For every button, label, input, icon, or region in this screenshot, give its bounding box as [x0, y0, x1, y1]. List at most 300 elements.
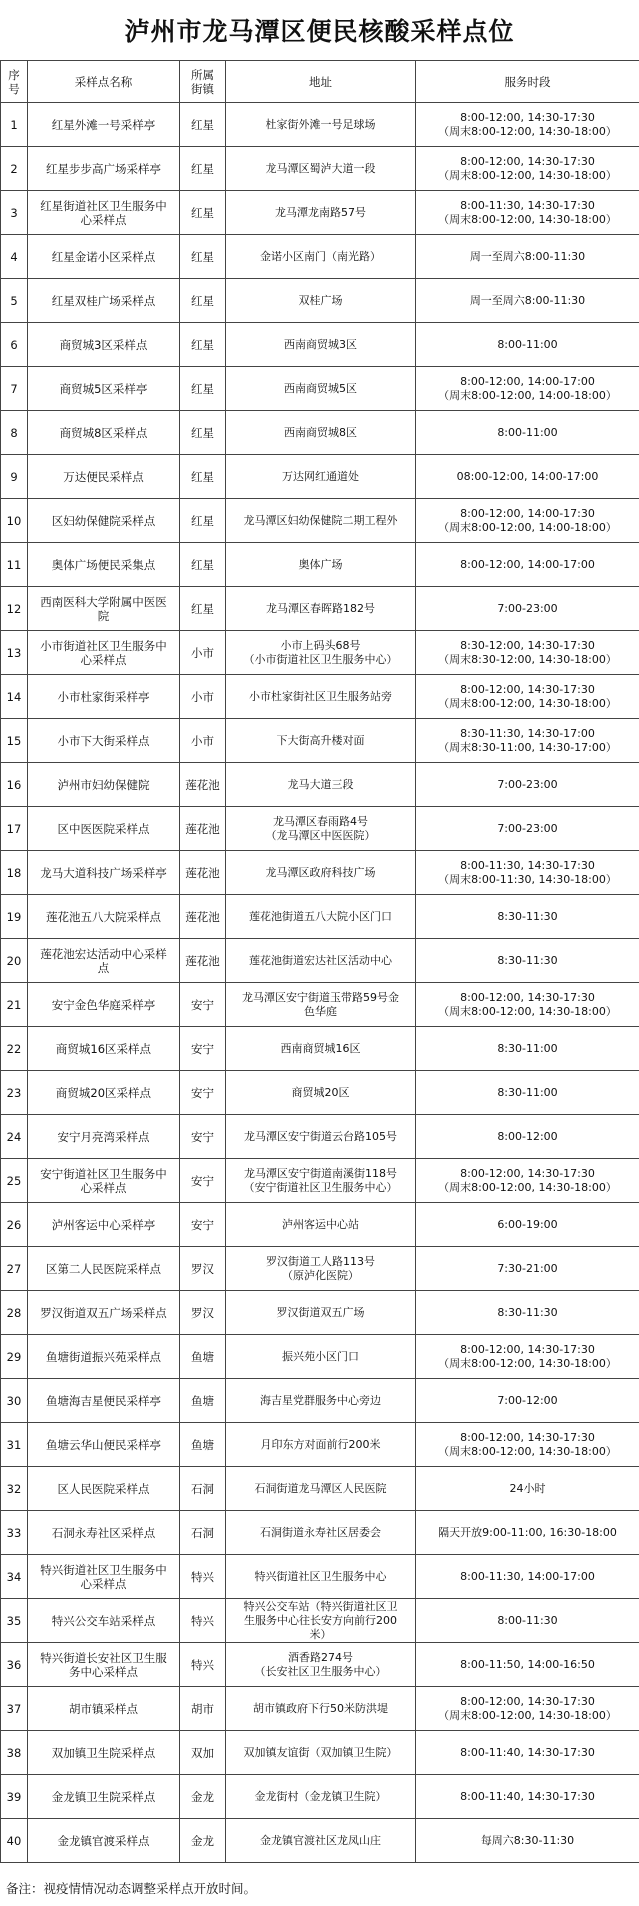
row-number: 22: [1, 1027, 28, 1071]
row-number: 26: [1, 1203, 28, 1247]
street-town: 红星: [180, 103, 226, 147]
service-hours: [416, 895, 639, 939]
hours-line: 7:00-23:00: [497, 821, 558, 835]
site-name-line: 特兴街道长安社区卫生服: [40, 1650, 167, 1665]
address-line: 西南商贸城8区: [284, 425, 357, 439]
site-name-line: 区人民医院采样点: [57, 1481, 150, 1496]
hours-line: 8:00-12:00, 14:30-17:30: [460, 1430, 595, 1444]
footnote: 备注：视疫情情况动态调整采样点开放时间。: [6, 1881, 257, 1896]
site-name: [28, 1203, 180, 1247]
site-name: [28, 543, 180, 587]
address-line: 龙马潭区安宁街道南溪街118号: [244, 1166, 397, 1180]
hours-line: （周末8:30-12:00, 14:30-18:00）: [438, 652, 617, 666]
site-name: [28, 1159, 180, 1203]
row-number: 1: [1, 103, 28, 147]
street-town: 红星: [180, 499, 226, 543]
hours-line: 8:00-11:30, 14:00-17:00: [460, 1569, 595, 1583]
table-row: [1, 191, 639, 235]
address-line: 龙马潭区蜀泸大道一段: [265, 161, 376, 175]
row-number: 32: [1, 1467, 28, 1511]
row-number: 31: [1, 1423, 28, 1467]
site-name-line: 区第二人民医院采样点: [46, 1261, 161, 1276]
service-hours: [416, 1599, 639, 1643]
site-name: [28, 1291, 180, 1335]
service-hours: [416, 455, 639, 499]
address: [226, 1731, 416, 1775]
service-hours: [416, 587, 639, 631]
hours-line: 8:30-11:00: [497, 1041, 558, 1055]
service-hours: [416, 719, 639, 763]
table-row: [1, 1203, 639, 1247]
address-line: 双加镇友谊街（双加镇卫生院）: [243, 1745, 398, 1759]
address-line: （原泸化医院）: [282, 1268, 359, 1282]
hours-line: 8:00-11:30, 14:30-17:30: [460, 858, 595, 872]
hours-line: 8:00-12:00, 14:30-17:30: [460, 1342, 595, 1356]
street-town: 石洞: [180, 1511, 226, 1555]
row-number: 30: [1, 1379, 28, 1423]
hours-line: 8:00-12:00, 14:30-17:30: [460, 990, 595, 1004]
address-line: 小市杜家街社区卫生服务站旁: [249, 689, 392, 703]
table-row: [1, 1511, 639, 1555]
site-name-line: 小市下大街采样点: [57, 733, 150, 748]
hours-line: 7:00-23:00: [497, 777, 558, 791]
site-name-line: 龙马大道科技广场采样亭: [40, 865, 167, 880]
table-row: [1, 587, 639, 631]
row-number: 6: [1, 323, 28, 367]
header-no: [1, 61, 28, 103]
site-name: [28, 235, 180, 279]
address: [226, 1555, 416, 1599]
row-number: 20: [1, 939, 28, 983]
site-name-line: 莲花池五八大院采样点: [46, 909, 161, 924]
hours-line: 周一至周六8:00-11:30: [469, 249, 586, 263]
site-name: [28, 367, 180, 411]
address: [226, 147, 416, 191]
row-number: 35: [1, 1599, 28, 1643]
street-town: 红星: [180, 587, 226, 631]
address: [226, 1687, 416, 1731]
address: [226, 1027, 416, 1071]
address: [226, 411, 416, 455]
address-line: 酒香路274号: [288, 1650, 353, 1664]
table-row: [1, 1335, 639, 1379]
site-name: [28, 895, 180, 939]
street-town: 莲花池: [180, 763, 226, 807]
service-hours: [416, 191, 639, 235]
service-hours: [416, 1071, 639, 1115]
site-name: [28, 1643, 180, 1687]
address-line: 莲花池街道五八大院小区门口: [249, 909, 392, 923]
hours-line: 8:00-11:50, 14:00-16:50: [460, 1657, 595, 1671]
service-hours: [416, 1511, 639, 1555]
address: [226, 1247, 416, 1291]
street-town: 罗汉: [180, 1291, 226, 1335]
address-line: 泸州客运中心站: [282, 1217, 359, 1231]
site-name-line: 安宁月亮湾采样点: [57, 1129, 150, 1144]
address: [226, 543, 416, 587]
street-town: 莲花池: [180, 895, 226, 939]
site-name-line: 鱼塘街道振兴苑采样点: [46, 1349, 161, 1364]
service-hours: [416, 1643, 639, 1687]
service-hours: [416, 1775, 639, 1819]
address-line: 龙马潭区安宁街道玉带路59号金: [242, 990, 399, 1004]
site-name: [28, 323, 180, 367]
row-number: 14: [1, 675, 28, 719]
site-name-line: 特兴公交车站采样点: [51, 1613, 156, 1628]
address-line: 莲花池街道宏达社区活动中心: [249, 953, 392, 967]
header-area-line: 街镇: [191, 81, 214, 96]
hours-line: 8:00-12:00, 14:30-17:30: [460, 1694, 595, 1708]
address: [226, 1379, 416, 1423]
site-name: [28, 675, 180, 719]
row-number: 33: [1, 1511, 28, 1555]
street-town: 红星: [180, 323, 226, 367]
header-name: 采样点名称: [28, 61, 180, 103]
site-name-line: 鱼塘云华山便民采样亭: [46, 1437, 161, 1452]
address: [226, 499, 416, 543]
row-number: 18: [1, 851, 28, 895]
site-name: [28, 1819, 180, 1863]
address-line: 龙马潭区春雨路4号: [273, 814, 368, 828]
service-hours: [416, 1115, 639, 1159]
hours-line: 8:30-11:30: [497, 1305, 558, 1319]
service-hours: [416, 235, 639, 279]
service-hours: [416, 1379, 639, 1423]
site-name-line: 心采样点: [80, 1576, 127, 1591]
table-row: [1, 147, 639, 191]
address-line: 振兴苑小区门口: [282, 1349, 359, 1363]
row-number: 34: [1, 1555, 28, 1599]
service-hours: [416, 675, 639, 719]
service-hours: [416, 323, 639, 367]
row-number: 23: [1, 1071, 28, 1115]
address: [226, 367, 416, 411]
address-line: 万达网红通道处: [282, 469, 359, 483]
hours-line: （周末8:00-12:00, 14:00-18:00）: [438, 388, 617, 402]
hours-line: 8:30-12:00, 14:30-17:30: [460, 638, 595, 652]
service-hours: [416, 1467, 639, 1511]
address: [226, 587, 416, 631]
hours-line: 8:30-11:30: [497, 909, 558, 923]
site-name-line: 金龙镇卫生院采样点: [51, 1789, 156, 1804]
address: [226, 1423, 416, 1467]
row-number: 25: [1, 1159, 28, 1203]
row-number: 37: [1, 1687, 28, 1731]
site-name-line: 西南医科大学附属中医医: [40, 594, 167, 609]
site-name: [28, 1511, 180, 1555]
street-town: 红星: [180, 191, 226, 235]
row-number: 9: [1, 455, 28, 499]
street-town: 特兴: [180, 1555, 226, 1599]
hours-line: （周末8:00-12:00, 14:30-18:00）: [438, 1180, 617, 1194]
table-row: [1, 1423, 639, 1467]
row-number: 17: [1, 807, 28, 851]
hours-line: （周末8:00-12:00, 14:30-18:00）: [438, 696, 617, 710]
table-row: [1, 367, 639, 411]
site-name: [28, 147, 180, 191]
site-name: [28, 1115, 180, 1159]
header-no-line: 号: [8, 81, 20, 96]
table-row: [1, 235, 639, 279]
service-hours: [416, 807, 639, 851]
table-row: [1, 1467, 639, 1511]
row-number: 40: [1, 1819, 28, 1863]
address: [226, 763, 416, 807]
site-name: [28, 1599, 180, 1643]
street-town: 石洞: [180, 1467, 226, 1511]
address-line: 龙马潭区春晖路182号: [266, 601, 375, 615]
address-line: 海吉星党群服务中心旁边: [260, 1393, 381, 1407]
address: [226, 1335, 416, 1379]
site-name-line: 特兴街道社区卫生服务中: [40, 1562, 167, 1577]
address-line: 罗汉街道双五广场: [276, 1305, 365, 1319]
page-title: 泸州市龙马潭区便民核酸采样点位: [124, 17, 515, 46]
hours-line: （周末8:00-12:00, 14:30-18:00）: [438, 1444, 617, 1458]
hours-line: 8:30-11:30: [497, 953, 558, 967]
site-name-line: 区中医医院采样点: [57, 821, 150, 836]
hours-line: （周末8:00-11:30, 14:30-18:00）: [438, 872, 617, 886]
address-line: 特兴街道社区卫生服务中心: [254, 1569, 387, 1583]
site-name-line: 莲花池宏达活动中心采样: [40, 946, 167, 961]
hours-line: 8:00-11:30: [497, 1613, 558, 1627]
hours-line: （周末8:00-12:00, 14:30-18:00）: [438, 1356, 617, 1370]
street-town: 安宁: [180, 1115, 226, 1159]
row-number: 38: [1, 1731, 28, 1775]
table-row: [1, 675, 639, 719]
table-row: [1, 411, 639, 455]
site-name-line: 安宁街道社区卫生服务中: [40, 1166, 167, 1181]
table-row: [1, 1687, 639, 1731]
address-line: 下大街高升楼对面: [276, 733, 365, 747]
site-name-line: 金龙镇官渡采样点: [57, 1833, 150, 1848]
hours-line: 24小时: [509, 1481, 546, 1495]
site-name: [28, 1247, 180, 1291]
site-name-line: 红星金诺小区采样点: [51, 249, 156, 264]
address-line: （小市街道社区卫生服务中心）: [243, 652, 398, 666]
service-hours: [416, 103, 639, 147]
site-name-line: 红星外滩一号采样亭: [51, 117, 156, 132]
site-name: [28, 719, 180, 763]
site-name-line: 罗汉街道双五广场采样点: [40, 1305, 167, 1320]
table-row: [1, 763, 639, 807]
hours-line: 08:00-12:00, 14:00-17:00: [456, 469, 599, 483]
table-row: [1, 1027, 639, 1071]
site-name: [28, 279, 180, 323]
table-body: [1, 103, 639, 1863]
address: [226, 1467, 416, 1511]
service-hours: [416, 851, 639, 895]
address-line: 小市上码头68号: [280, 638, 361, 652]
service-hours: [416, 1159, 639, 1203]
table-row: [1, 1247, 639, 1291]
address: [226, 1159, 416, 1203]
address: [226, 983, 416, 1027]
row-number: 11: [1, 543, 28, 587]
street-town: 胡市: [180, 1687, 226, 1731]
site-name: [28, 103, 180, 147]
table-row: [1, 279, 639, 323]
site-name-line: 奥体广场便民采集点: [51, 557, 156, 572]
table-row: [1, 1115, 639, 1159]
service-hours: [416, 499, 639, 543]
hours-line: 8:00-12:00, 14:00-17:30: [460, 506, 595, 520]
row-number: 29: [1, 1335, 28, 1379]
row-number: 15: [1, 719, 28, 763]
site-name-line: 小市杜家街采样亭: [57, 689, 150, 704]
hours-line: 8:00-12:00: [497, 1129, 558, 1143]
address-line: 石洞街道永寿社区居委会: [260, 1525, 381, 1539]
hours-line: 每周六8:30-11:30: [480, 1833, 575, 1847]
service-hours: [416, 279, 639, 323]
address-line: 特兴公交车站（特兴街道社区卫: [243, 1599, 398, 1613]
hours-line: （周末8:00-12:00, 14:30-18:00）: [438, 124, 617, 138]
site-name: [28, 455, 180, 499]
site-name: [28, 1555, 180, 1599]
street-town: 安宁: [180, 1203, 226, 1247]
hours-line: 8:30-11:00: [497, 1085, 558, 1099]
site-name-line: 红星双桂广场采样点: [51, 293, 156, 308]
hours-line: 7:00-12:00: [497, 1393, 558, 1407]
street-town: 双加: [180, 1731, 226, 1775]
hours-line: 隔天开放9:00-11:00, 16:30-18:00: [438, 1525, 617, 1539]
site-name-line: 心采样点: [80, 212, 127, 227]
service-hours: [416, 1247, 639, 1291]
street-town: 安宁: [180, 1159, 226, 1203]
service-hours: [416, 939, 639, 983]
address-line: 胡市镇政府下行50米防洪堤: [253, 1701, 388, 1715]
table-row: [1, 455, 639, 499]
site-name: [28, 1775, 180, 1819]
row-number: 3: [1, 191, 28, 235]
service-hours: [416, 1555, 639, 1599]
service-hours: [416, 1203, 639, 1247]
site-name: [28, 939, 180, 983]
address-line: 龙马潭区政府科技广场: [265, 865, 376, 879]
service-hours: [416, 1335, 639, 1379]
service-hours: [416, 543, 639, 587]
row-number: 2: [1, 147, 28, 191]
site-name-line: 石洞永寿社区采样点: [51, 1525, 156, 1540]
row-number: 24: [1, 1115, 28, 1159]
header-no-line: 序: [8, 67, 20, 82]
address-line: 龙马潭区妇幼保健院二期工程外: [243, 513, 398, 527]
address-line: 西南商贸城16区: [280, 1041, 361, 1055]
site-name: [28, 1071, 180, 1115]
address-line: 龙马潭区安宁街道云台路105号: [244, 1129, 397, 1143]
street-town: 红星: [180, 367, 226, 411]
site-name-line: 胡市镇采样点: [69, 1701, 138, 1716]
address-line: （长安社区卫生服务中心）: [254, 1664, 387, 1678]
address: [226, 851, 416, 895]
service-hours: [416, 411, 639, 455]
service-hours: [416, 367, 639, 411]
table-header-row: [1, 61, 639, 103]
table-row: [1, 807, 639, 851]
row-number: 27: [1, 1247, 28, 1291]
hours-line: 8:30-11:30, 14:30-17:00: [460, 726, 595, 740]
address: [226, 631, 416, 675]
street-town: 红星: [180, 235, 226, 279]
address-line: 罗汉街道工人路113号: [266, 1254, 375, 1268]
site-name-line: 安宁金色华庭采样亭: [51, 997, 156, 1012]
address: [226, 719, 416, 763]
table-row: [1, 939, 639, 983]
hours-line: （周末8:00-12:00, 14:30-18:00）: [438, 168, 617, 182]
address: [226, 279, 416, 323]
hours-line: 6:00-19:00: [497, 1217, 558, 1231]
address: [226, 1115, 416, 1159]
street-town: 红星: [180, 543, 226, 587]
address: [226, 1775, 416, 1819]
site-name: [28, 807, 180, 851]
table-row: [1, 1071, 639, 1115]
table-row: [1, 1291, 639, 1335]
service-hours: [416, 1687, 639, 1731]
street-town: 小市: [180, 631, 226, 675]
street-town: 安宁: [180, 1071, 226, 1115]
site-name-line: 心采样点: [80, 652, 127, 667]
site-name: [28, 1335, 180, 1379]
row-number: 12: [1, 587, 28, 631]
address: [226, 1599, 416, 1643]
address-line: 龙马潭龙南路57号: [275, 205, 366, 219]
site-name: [28, 983, 180, 1027]
hours-line: 7:30-21:00: [497, 1261, 558, 1275]
street-town: 小市: [180, 719, 226, 763]
site-name: [28, 1687, 180, 1731]
header-area-line: 所属: [191, 67, 214, 82]
site-name-line: 红星步步高广场采样亭: [46, 161, 161, 176]
hours-line: 8:00-12:00, 14:00-17:00: [460, 557, 595, 571]
table-row: [1, 499, 639, 543]
hours-line: 8:00-12:00, 14:30-17:30: [460, 1166, 595, 1180]
table-row: [1, 1643, 639, 1687]
table-row: [1, 543, 639, 587]
hours-line: 8:00-12:00, 14:00-17:00: [460, 374, 595, 388]
address-line: 西南商贸城3区: [284, 337, 357, 351]
street-town: 莲花池: [180, 939, 226, 983]
address-line: 生服务中心往长安方向前行200: [244, 1613, 397, 1627]
address: [226, 1819, 416, 1863]
hours-line: 8:00-11:00: [497, 425, 558, 439]
street-town: 红星: [180, 455, 226, 499]
site-name: [28, 1731, 180, 1775]
address-line: 杜家街外滩一号足球场: [265, 117, 376, 131]
address: [226, 939, 416, 983]
hours-line: 7:00-23:00: [497, 601, 558, 615]
row-number: 16: [1, 763, 28, 807]
hours-line: 8:00-11:40, 14:30-17:30: [460, 1745, 595, 1759]
service-hours: [416, 1819, 639, 1863]
site-name: [28, 1027, 180, 1071]
hours-line: 8:00-11:30, 14:30-17:30: [460, 198, 595, 212]
hours-line: 周一至周六8:00-11:30: [469, 293, 586, 307]
address: [226, 455, 416, 499]
address: [226, 1643, 416, 1687]
address-line: 色华庭: [304, 1004, 337, 1018]
row-number: 10: [1, 499, 28, 543]
address-line: 西南商贸城5区: [284, 381, 357, 395]
service-hours: [416, 147, 639, 191]
row-number: 8: [1, 411, 28, 455]
address-line: 金诺小区南门（南光路）: [260, 249, 381, 263]
site-name: [28, 1467, 180, 1511]
address: [226, 895, 416, 939]
street-town: 红星: [180, 411, 226, 455]
hours-line: 8:00-12:00, 14:30-17:30: [460, 682, 595, 696]
address: [226, 191, 416, 235]
table-row: [1, 631, 639, 675]
